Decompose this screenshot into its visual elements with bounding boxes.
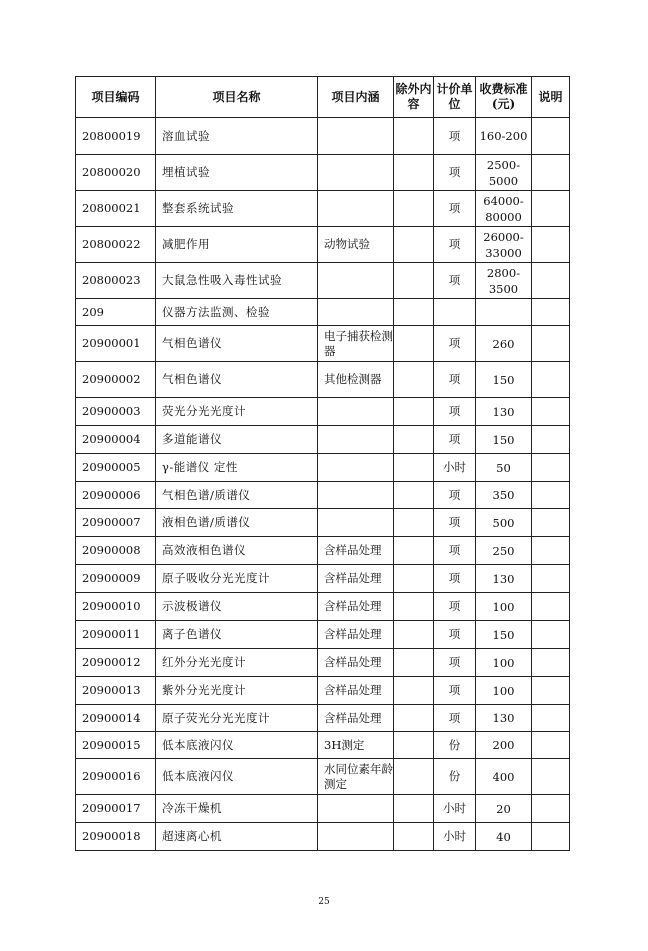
cell-scope: 含样品处理 [318, 593, 394, 621]
cell-code: 20900017 [76, 795, 156, 823]
cell-unit: 项 [434, 509, 476, 537]
cell-name: 大鼠急性吸入毒性试验 [156, 263, 318, 299]
cell-code: 20900016 [76, 759, 156, 795]
cell-scope [318, 482, 394, 509]
cell-price: 100 [476, 649, 532, 677]
cell-name: 高效液相色谱仪 [156, 537, 318, 565]
cell-unit: 项 [434, 537, 476, 565]
cell-name: 红外分光光度计 [156, 649, 318, 677]
table-row [76, 263, 570, 299]
cell-code: 20900005 [76, 454, 156, 482]
cell-price: 64000-80000 [476, 191, 532, 227]
cell-excluded [394, 482, 434, 509]
cell-note [532, 155, 570, 191]
cell-code: 20900018 [76, 823, 156, 851]
cell-unit: 项 [434, 426, 476, 454]
cell-unit: 小时 [434, 795, 476, 823]
cell-unit: 项 [434, 621, 476, 649]
cell-excluded [394, 118, 434, 155]
table-row [76, 362, 570, 398]
cell-code: 209 [76, 299, 156, 326]
cell-name: 液相色谱/质谱仪 [156, 509, 318, 537]
cell-note [532, 537, 570, 565]
cell-price: 150 [476, 621, 532, 649]
cell-name: 多道能谱仪 [156, 426, 318, 454]
table-row [76, 299, 570, 326]
cell-unit: 项 [434, 649, 476, 677]
cell-note [532, 621, 570, 649]
cell-price: 2500-5000 [476, 155, 532, 191]
cell-code: 20800022 [76, 227, 156, 263]
cell-name: 示波极谱仪 [156, 593, 318, 621]
table-row [76, 426, 570, 454]
cell-scope: 电子捕获检测器 [318, 326, 394, 362]
table-body [76, 118, 570, 851]
cell-scope [318, 454, 394, 482]
cell-name: 冷冻干燥机 [156, 795, 318, 823]
cell-excluded [394, 299, 434, 326]
cell-code: 20900006 [76, 482, 156, 509]
cell-name: 仪器方法监测、检验 [156, 299, 318, 326]
header-price: 收费标准(元) [476, 77, 532, 118]
cell-name: 离子色谱仪 [156, 621, 318, 649]
table-row [76, 677, 570, 705]
cell-note [532, 823, 570, 851]
cell-scope: 含样品处理 [318, 677, 394, 705]
table-row [76, 398, 570, 426]
cell-name: 紫外分光光度计 [156, 677, 318, 705]
cell-code: 20900002 [76, 362, 156, 398]
table-row [76, 155, 570, 191]
cell-code: 20900010 [76, 593, 156, 621]
cell-price: 200 [476, 732, 532, 759]
cell-code: 20800023 [76, 263, 156, 299]
cell-excluded [394, 677, 434, 705]
table-row [76, 593, 570, 621]
cell-code: 20800020 [76, 155, 156, 191]
table-row [76, 537, 570, 565]
cell-price: 160-200 [476, 118, 532, 155]
table-header [76, 77, 570, 118]
cell-price: 50 [476, 454, 532, 482]
header-name: 项目名称 [156, 77, 318, 118]
cell-unit: 项 [434, 482, 476, 509]
cell-unit: 项 [434, 191, 476, 227]
cell-scope: 含样品处理 [318, 565, 394, 593]
header-unit: 计价单位 [434, 77, 476, 118]
table-row [76, 621, 570, 649]
table-row [76, 649, 570, 677]
cell-price: 260 [476, 326, 532, 362]
cell-excluded [394, 398, 434, 426]
cell-scope: 其他检测器 [318, 362, 394, 398]
cell-scope [318, 263, 394, 299]
cell-unit: 份 [434, 732, 476, 759]
cell-price: 130 [476, 705, 532, 732]
cell-scope [318, 118, 394, 155]
cell-note [532, 593, 570, 621]
cell-code: 20900011 [76, 621, 156, 649]
cell-name: 低本底液闪仪 [156, 759, 318, 795]
cell-note [532, 263, 570, 299]
cell-code: 20900003 [76, 398, 156, 426]
cell-price: 500 [476, 509, 532, 537]
cell-price: 130 [476, 398, 532, 426]
header-row [76, 77, 570, 118]
cell-excluded [394, 795, 434, 823]
cell-note [532, 398, 570, 426]
cell-scope [318, 426, 394, 454]
cell-price: 150 [476, 426, 532, 454]
cell-excluded [394, 426, 434, 454]
cell-note [532, 677, 570, 705]
cell-unit [434, 299, 476, 326]
table-row [76, 732, 570, 759]
cell-name: 超速离心机 [156, 823, 318, 851]
cell-excluded [394, 454, 434, 482]
cell-price: 250 [476, 537, 532, 565]
cell-scope [318, 795, 394, 823]
cell-note [532, 565, 570, 593]
table-row [76, 823, 570, 851]
cell-code: 20900004 [76, 426, 156, 454]
table-row [76, 191, 570, 227]
cell-name: 整套系统试验 [156, 191, 318, 227]
cell-note [532, 426, 570, 454]
cell-price: 100 [476, 593, 532, 621]
cell-note [532, 732, 570, 759]
cell-name: γ-能谱仪 定性 [156, 454, 318, 482]
cell-unit: 项 [434, 118, 476, 155]
cell-note [532, 649, 570, 677]
cell-scope: 3H测定 [318, 732, 394, 759]
cell-scope [318, 823, 394, 851]
cell-note [532, 482, 570, 509]
cell-code: 20900009 [76, 565, 156, 593]
cell-note [532, 326, 570, 362]
table-row [76, 227, 570, 263]
cell-excluded [394, 509, 434, 537]
cell-name: 气相色谱仪 [156, 362, 318, 398]
header-scope: 项目内涵 [318, 77, 394, 118]
table-row [76, 454, 570, 482]
cell-code: 20900012 [76, 649, 156, 677]
cell-excluded [394, 823, 434, 851]
table-row [76, 759, 570, 795]
cell-name: 溶血试验 [156, 118, 318, 155]
header-note: 说明 [532, 77, 570, 118]
cell-code: 20900014 [76, 705, 156, 732]
cell-scope: 含样品处理 [318, 621, 394, 649]
cell-name: 低本底液闪仪 [156, 732, 318, 759]
header-excluded: 除外内容 [394, 77, 434, 118]
cell-excluded [394, 759, 434, 795]
cell-note [532, 509, 570, 537]
cell-code: 20900015 [76, 732, 156, 759]
cell-price: 130 [476, 565, 532, 593]
cell-scope [318, 191, 394, 227]
cell-unit: 项 [434, 326, 476, 362]
cell-scope [318, 155, 394, 191]
cell-code: 20800021 [76, 191, 156, 227]
cell-excluded [394, 191, 434, 227]
cell-name: 原子荧光分光光度计 [156, 705, 318, 732]
cell-scope [318, 398, 394, 426]
cell-name: 减肥作用 [156, 227, 318, 263]
cell-note [532, 118, 570, 155]
cell-code: 20900008 [76, 537, 156, 565]
cell-unit: 项 [434, 362, 476, 398]
table-row [76, 118, 570, 155]
cell-name: 气相色谱/质谱仪 [156, 482, 318, 509]
cell-scope [318, 299, 394, 326]
cell-scope [318, 509, 394, 537]
cell-note [532, 795, 570, 823]
cell-name: 原子吸收分光光度计 [156, 565, 318, 593]
cell-unit: 小时 [434, 823, 476, 851]
cell-unit: 小时 [434, 454, 476, 482]
cell-price: 20 [476, 795, 532, 823]
table-row [76, 705, 570, 732]
cell-price: 26000-33000 [476, 227, 532, 263]
table-row [76, 509, 570, 537]
cell-code: 20900013 [76, 677, 156, 705]
cell-code: 20900001 [76, 326, 156, 362]
cell-price: 100 [476, 677, 532, 705]
cell-note [532, 759, 570, 795]
cell-note [532, 299, 570, 326]
cell-scope: 水同位素年龄测定 [318, 759, 394, 795]
cell-price: 350 [476, 482, 532, 509]
cell-note [532, 191, 570, 227]
fee-table [75, 76, 570, 851]
cell-note [532, 227, 570, 263]
cell-unit: 项 [434, 677, 476, 705]
table-row [76, 795, 570, 823]
cell-excluded [394, 263, 434, 299]
cell-unit: 项 [434, 227, 476, 263]
cell-unit: 项 [434, 398, 476, 426]
cell-excluded [394, 621, 434, 649]
cell-unit: 项 [434, 263, 476, 299]
cell-code: 20900007 [76, 509, 156, 537]
page-number: 25 [318, 897, 330, 907]
cell-unit: 份 [434, 759, 476, 795]
cell-excluded [394, 326, 434, 362]
table-row [76, 482, 570, 509]
cell-excluded [394, 732, 434, 759]
cell-name: 埋植试验 [156, 155, 318, 191]
cell-excluded [394, 565, 434, 593]
table-row [76, 326, 570, 362]
cell-scope: 含样品处理 [318, 705, 394, 732]
cell-unit: 项 [434, 705, 476, 732]
header-code: 项目编码 [76, 77, 156, 118]
cell-name: 荧光分光光度计 [156, 398, 318, 426]
table-row [76, 565, 570, 593]
cell-excluded [394, 537, 434, 565]
cell-scope: 含样品处理 [318, 537, 394, 565]
cell-price: 400 [476, 759, 532, 795]
cell-unit: 项 [434, 565, 476, 593]
cell-excluded [394, 649, 434, 677]
cell-price: 40 [476, 823, 532, 851]
cell-excluded [394, 593, 434, 621]
cell-excluded [394, 362, 434, 398]
cell-scope: 含样品处理 [318, 649, 394, 677]
cell-price [476, 299, 532, 326]
cell-excluded [394, 705, 434, 732]
cell-code: 20800019 [76, 118, 156, 155]
cell-excluded [394, 227, 434, 263]
cell-excluded [394, 155, 434, 191]
cell-note [532, 362, 570, 398]
cell-name: 气相色谱仪 [156, 326, 318, 362]
cell-unit: 项 [434, 155, 476, 191]
cell-scope: 动物试验 [318, 227, 394, 263]
cell-price: 2800-3500 [476, 263, 532, 299]
cell-price: 150 [476, 362, 532, 398]
cell-note [532, 705, 570, 732]
cell-note [532, 454, 570, 482]
cell-unit: 项 [434, 593, 476, 621]
